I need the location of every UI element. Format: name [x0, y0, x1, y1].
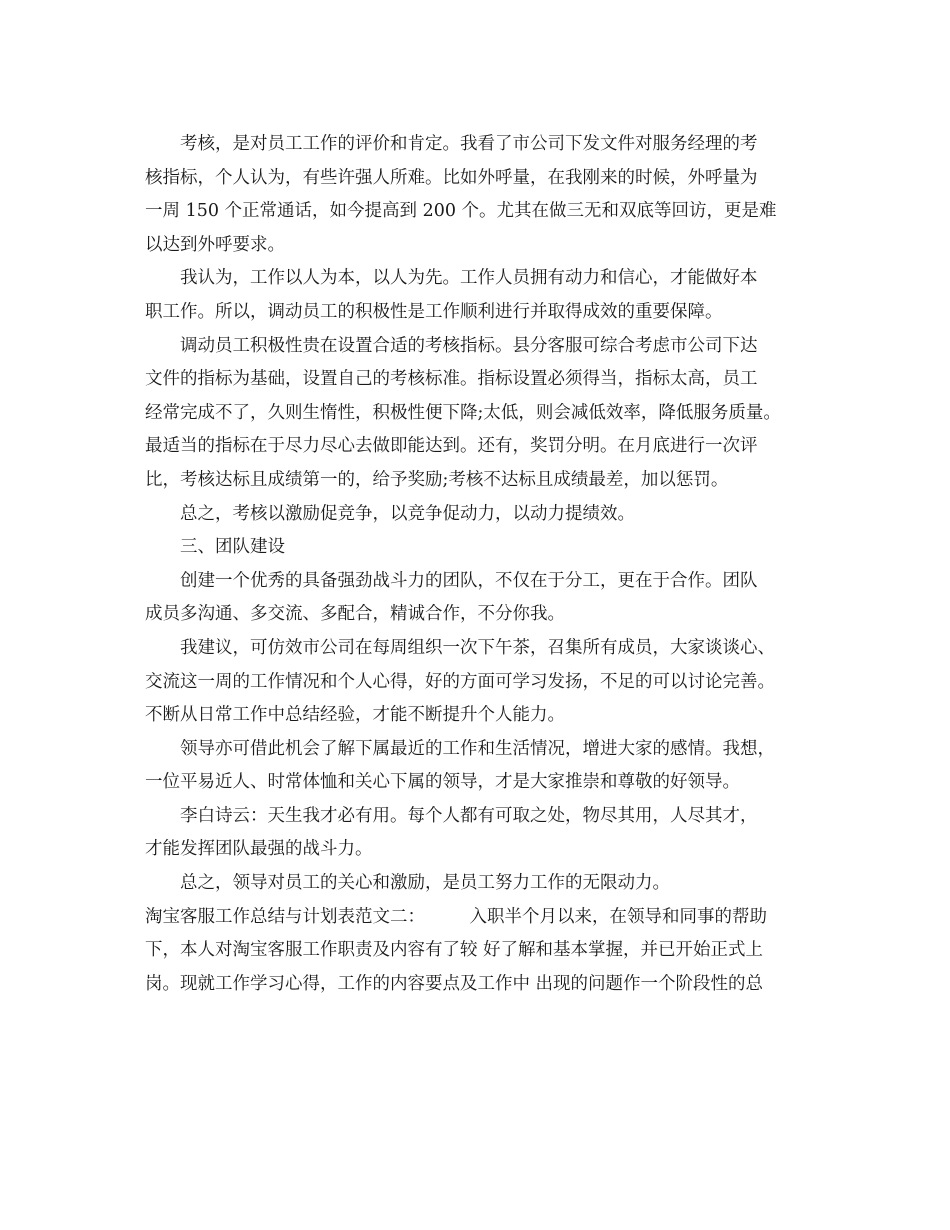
text-line: 总之，领导对员工的关心和激励，是员工努力工作的无限动力。 — [180, 873, 670, 894]
section-heading: 三、团队建设 — [180, 537, 285, 558]
text-line: 淘宝客服工作总结与计划表范文二： 入职半个月以来，在领导和同事的帮助 — [145, 906, 767, 927]
text-line: 才能发挥团队最强的战斗力。 — [145, 839, 373, 860]
text-line: 我认为，工作以人为本，以人为先。工作人员拥有动力和信心，才能做好本 — [180, 268, 758, 289]
text-line: 成员多沟通、多交流、多配合，精诚合作，不分你我。 — [145, 604, 565, 625]
text-line: 一周 150 个正常通话，如今提高到 200 个。尤其在做三无和双底等回访，更是难 — [145, 201, 777, 222]
document-body — [145, 128, 825, 1001]
text-line: 考核，是对员工工作的评价和肯定。我看了市公司下发文件对服务经理的考 — [180, 134, 758, 154]
text-line: 交流这一周的工作情况和个人心得，好的方面可学习发扬，不足的可以讨论完善。 — [145, 671, 775, 692]
text-line: 以达到外呼要求。 — [145, 234, 285, 255]
text-line: 调动员工积极性贵在设置合适的考核指标。县分客服可综合考虑市公司下达 — [180, 335, 758, 356]
text-line: 我建议，可仿效市公司在每周组织一次下午茶，召集所有成员，大家谈谈心、 — [180, 637, 775, 658]
text-line: 不断从日常工作中总结经验，才能不断提升个人能力。 — [145, 705, 565, 726]
text-line: 岗。现就工作学习心得，工作的内容要点及工作中 出现的问题作一个阶段性的总 — [145, 973, 764, 994]
text-line: 领导亦可借此机会了解下属最近的工作和生活情况，增进大家的感情。我想， — [180, 738, 775, 759]
text-line: 比，考核达标且成绩第一的，给予奖励;考核不达标且成绩最差，加以惩罚。 — [145, 469, 729, 490]
text-line: 职工作。所以，调动员工的积极性是工作顺利进行并取得成效的重要保障。 — [145, 301, 723, 322]
text-line: 一位平易近人、时常体恤和关心下属的领导，才是大家推崇和尊敬的好领导。 — [145, 772, 740, 793]
text-line: 核指标，个人认为，有些许强人所难。比如外呼量，在我刚来的时候，外呼量为 — [145, 167, 758, 188]
text-line: 文件的指标为基础，设置自己的考核标准。指标设置必须得当，指标太高，员工 — [145, 369, 758, 390]
text-line: 创建一个优秀的具备强劲战斗力的团队，不仅在于分工，更在于合作。团队 — [180, 570, 758, 591]
text-line: 最适当的指标在于尽力尽心去做即能达到。还有，奖罚分明。在月底进行一次评 — [145, 436, 758, 457]
text-line: 李白诗云：天生我才必有用。每个人都有可取之处，物尽其用，人尽其才， — [180, 805, 758, 826]
text-line: 总之，考核以激励促竞争，以竞争促动力，以动力提绩效。 — [180, 503, 635, 524]
text-line: 经常完成不了，久则生惰性，积极性便下降;太低，则会减低效率，降低服务质量。 — [145, 402, 781, 423]
text-line: 下，本人对淘宝客服工作职责及内容有了较 好了解和基本掌握，并已开始正式上 — [145, 940, 764, 961]
